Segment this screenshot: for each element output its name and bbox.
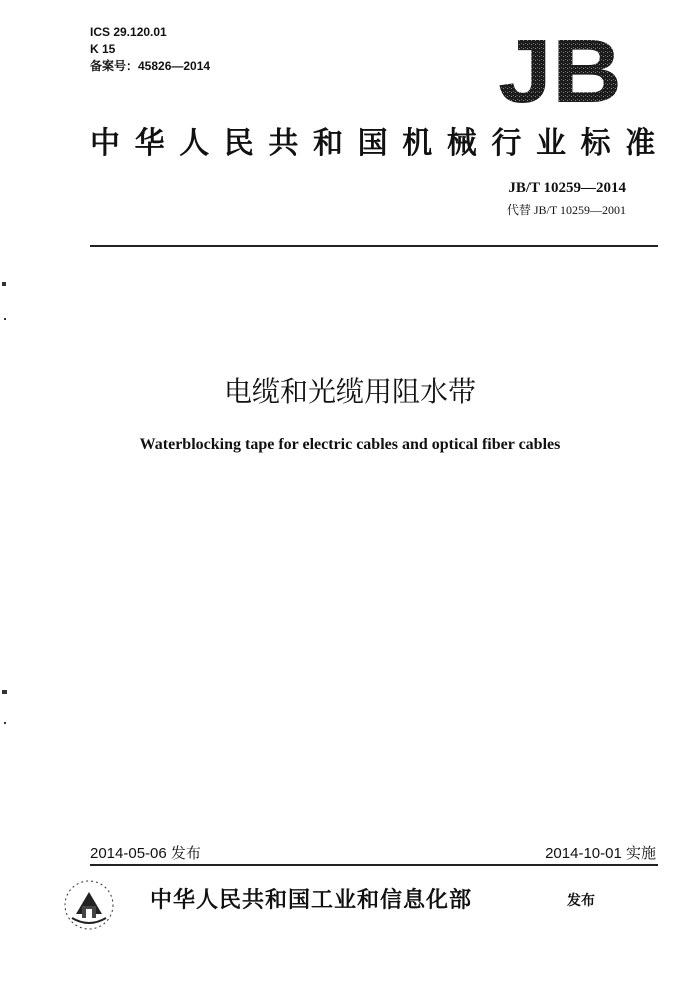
filing-number: 备案号：45826—2014 — [90, 59, 211, 73]
standard-number: JB/T 10259—2014 — [508, 180, 626, 196]
document-title-english: Waterblocking tape for electric cables and optical fiber cables — [139, 436, 561, 453]
ics-code: ICS 29.120.01 — [90, 25, 167, 39]
standard-category: 中华人民共和国机械行业标准 — [90, 126, 670, 161]
implementation-date: 2014-10-01 实施 — [545, 845, 656, 862]
svg-text:JB: JB — [498, 30, 622, 108]
scan-mark — [2, 282, 6, 286]
scan-mark — [4, 318, 6, 320]
scan-mark — [4, 722, 6, 724]
jb-logo — [496, 30, 624, 108]
top-rule-divider — [90, 245, 658, 247]
publish-label: 发布 — [567, 893, 595, 909]
issue-date: 2014-05-06 发布 — [90, 845, 201, 862]
ccs-code: K 15 — [90, 42, 116, 56]
document-title-chinese: 电缆和光缆用阻水带 — [223, 375, 476, 408]
ministry-emblem-icon — [62, 878, 116, 932]
replaces-standard: 代替 JB/T 10259—2001 — [506, 203, 626, 217]
bottom-rule-divider — [90, 864, 658, 866]
scan-mark — [2, 690, 7, 694]
publisher-name: 中华人民共和国工业和信息化部 — [150, 888, 473, 913]
